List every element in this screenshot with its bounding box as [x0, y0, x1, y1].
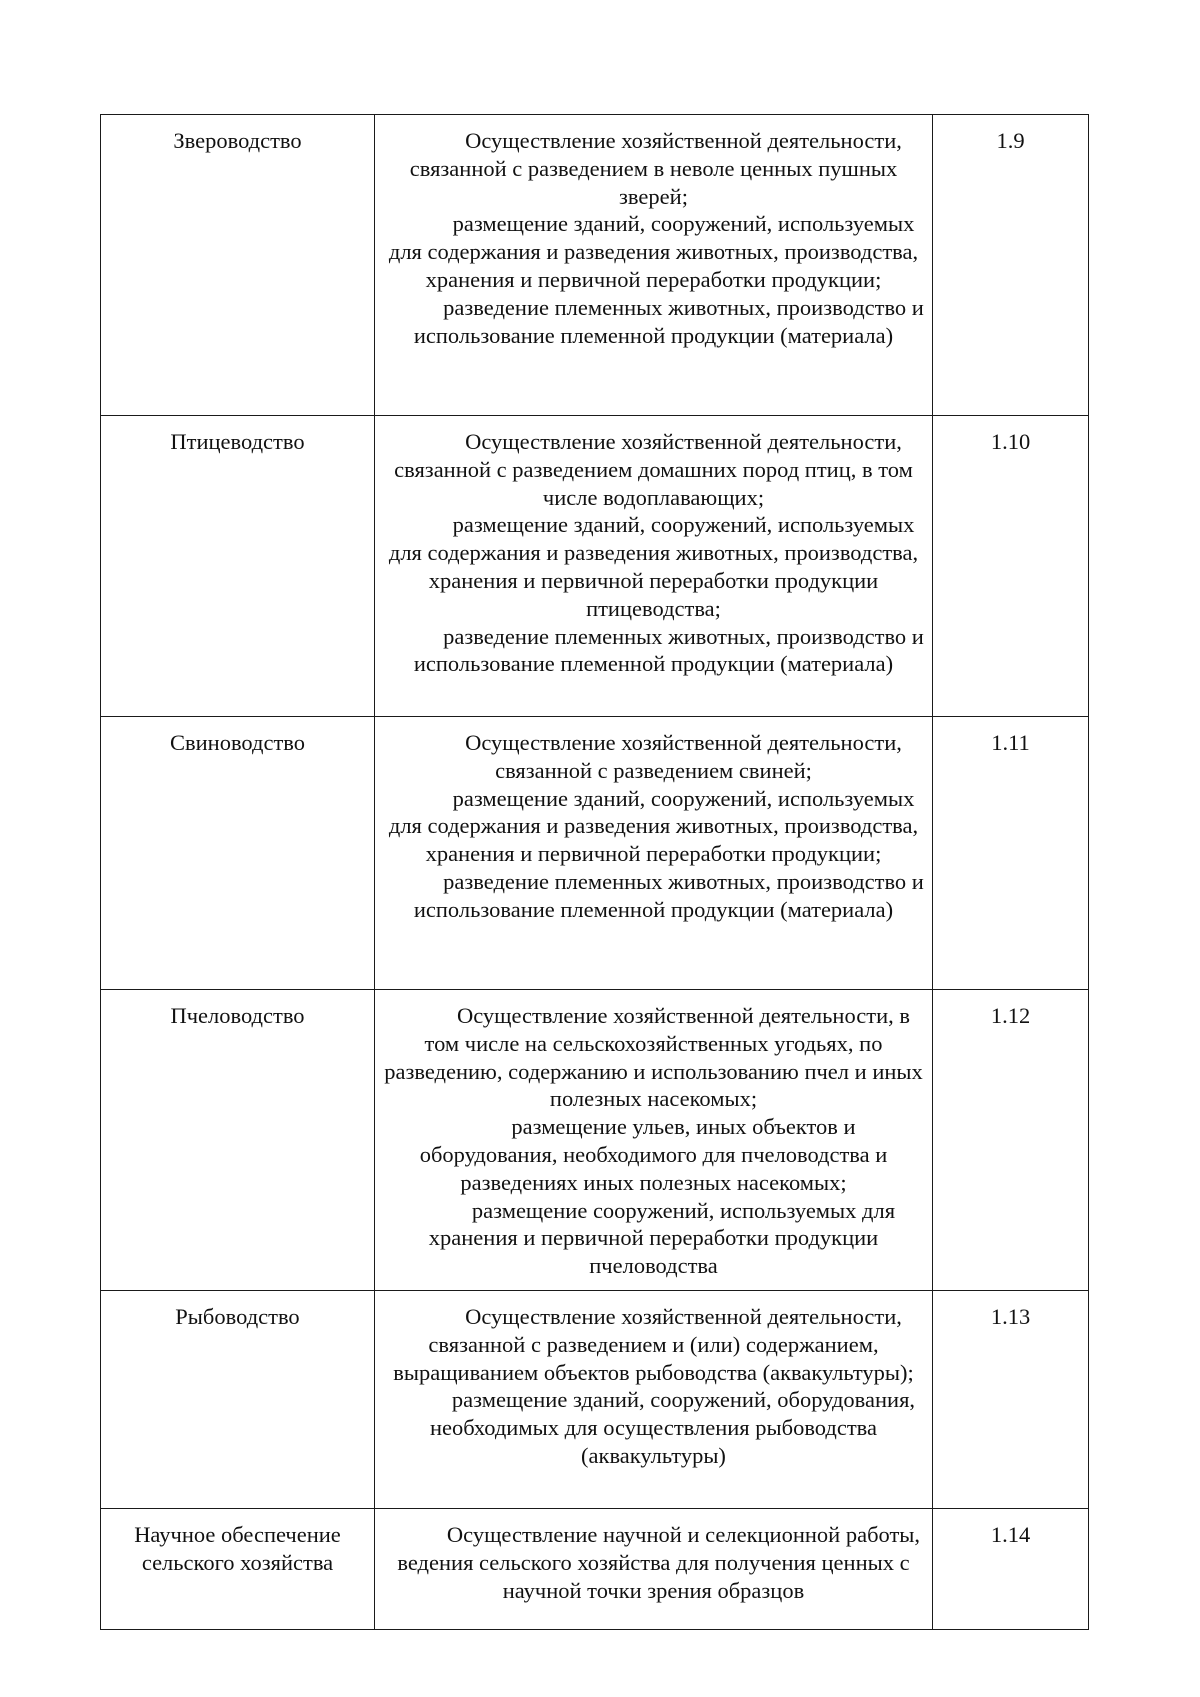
use-type-description	[375, 115, 933, 416]
description-paragraph: Осуществление хозяйственной деятельности, связанной с разведением домашних пород птиц, в том числе водоплавающих;	[394, 429, 913, 510]
use-type-code: 1.12	[933, 990, 1089, 1291]
land-use-table	[100, 114, 1089, 1630]
use-type-code: 1.9	[933, 115, 1089, 416]
description-paragraph: размещение зданий, сооружений, используемых для содержания и разведения животных, производства, хранения и первичной переработки продукции;	[388, 785, 919, 867]
description-paragraph: Осуществление хозяйственной деятельности, связанной с разведением и (или) содержанием, выращиванием объектов рыбоводства (аквакультуры);	[393, 1304, 914, 1385]
description-paragraph: Осуществление хозяйственной деятельности, связанной с разведением в неволе ценных пушных зверей;	[409, 128, 902, 209]
use-type-description	[375, 416, 933, 717]
description-paragraph: размещение зданий, сооружений, используемых для содержания и разведения животных, производства, хранения и первичной переработки продукции;	[388, 211, 919, 292]
use-type-description	[375, 1291, 933, 1509]
description-paragraph: разведение племенных животных, производство и использование племенной продукции (материала)	[413, 623, 924, 677]
use-type-name: Научное обеспечение сельского хозяйства	[101, 1509, 375, 1630]
use-type-name: Пчеловодство	[101, 990, 375, 1291]
use-type-code: 1.13	[933, 1291, 1089, 1509]
use-type-name: Звероводство	[101, 115, 375, 416]
use-type-description	[375, 990, 933, 1291]
use-type-code: 1.14	[933, 1509, 1089, 1630]
use-type-code: 1.10	[933, 416, 1089, 717]
table-row	[101, 1291, 1089, 1509]
table-row	[101, 416, 1089, 717]
description-paragraph: размещение зданий, сооружений, используемых для содержания и разведения животных, производства, хранения и первичной переработки продукции птицеводства;	[388, 512, 919, 621]
table-row	[101, 115, 1089, 416]
table-row	[101, 990, 1089, 1291]
description-paragraph: разведение племенных животных, производство и использование племенной продукции (материала)	[413, 294, 924, 348]
description-paragraph: разведение племенных животных, производство и использование племенной продукции (материала)	[413, 868, 924, 922]
description-paragraph: Осуществление хозяйственной деятельности, в том числе на сельскохозяйственных угодьях, по разведению, содержанию и использованию пчел и иных полезных насекомых;	[384, 1003, 923, 1112]
use-type-name: Рыбоводство	[101, 1291, 375, 1509]
use-type-description	[375, 1509, 933, 1630]
use-type-code: 1.11	[933, 717, 1089, 990]
description-paragraph: Осуществление хозяйственной деятельности, связанной с разведением свиней;	[465, 730, 902, 783]
description-paragraph: размещение ульев, иных объектов и оборудования, необходимого для пчеловодства и разведениях иных полезных насекомых;	[419, 1114, 888, 1195]
table-row	[101, 1509, 1089, 1630]
use-type-description	[375, 717, 933, 990]
description-paragraph: Осуществление научной и селекционной работы, ведения сельского хозяйства для получения ценных с научной точки зрения образцов	[397, 1522, 921, 1603]
use-type-name: Свиноводство	[101, 717, 375, 990]
description-paragraph: размещение сооружений, используемых для хранения и первичной переработки продукции пчеловодства	[428, 1197, 896, 1279]
description-paragraph: размещение зданий, сооружений, оборудования, необходимых для осуществления рыбоводства (аквакультуры)	[430, 1387, 916, 1468]
table-row	[101, 717, 1089, 990]
use-type-name: Птицеводство	[101, 416, 375, 717]
